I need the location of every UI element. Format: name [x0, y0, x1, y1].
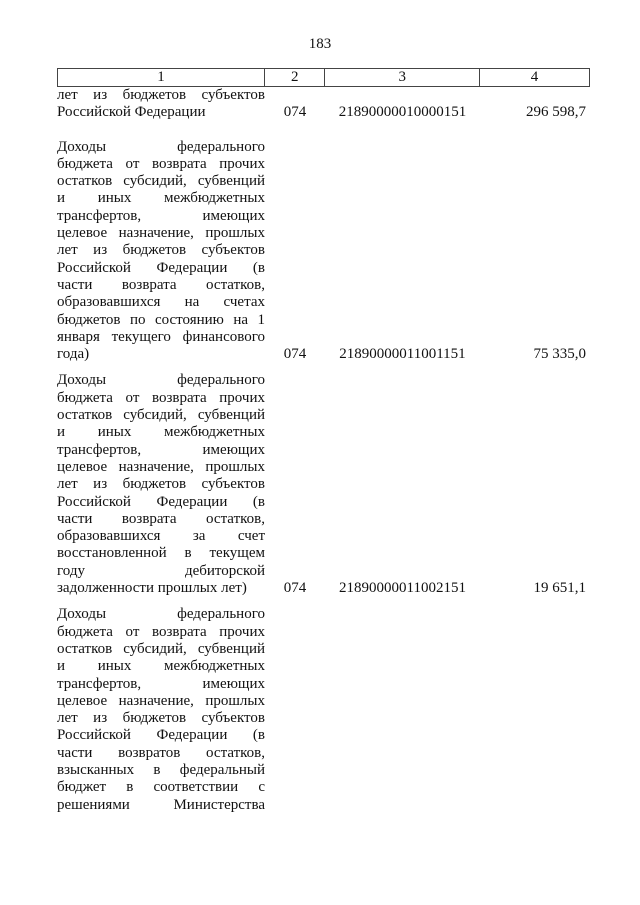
admin-code: 074 — [283, 104, 307, 121]
row-description — [57, 87, 265, 122]
table-row — [57, 606, 590, 822]
description-line: Российской Федерации (в — [57, 493, 265, 510]
row-description — [57, 606, 265, 814]
description-line: Доходы федерального — [57, 138, 265, 155]
description-line: лет из бюджетов субъектов — [57, 242, 265, 259]
table-row — [57, 372, 590, 606]
description-line: Доходы федерального — [57, 606, 265, 623]
header-col-4: 4 — [530, 69, 539, 85]
amount: 19 651,1 — [533, 580, 586, 597]
description-line: лет из бюджетов субъектов — [57, 87, 265, 103]
description-line: и иных межбюджетных — [57, 658, 265, 675]
description-line: лет из бюджетов субъектов — [57, 710, 265, 727]
description-line: трансфертов, имеющих — [57, 441, 265, 458]
description-line: взысканных в федеральный — [57, 761, 265, 778]
row-description — [57, 372, 265, 597]
description-line: бюджет в соответствии с — [57, 779, 265, 796]
description-line: части возврата остатков, — [57, 510, 265, 527]
description-line: году дебиторской — [57, 562, 265, 579]
description-line: целевое назначение, прошлых — [57, 225, 265, 242]
description-line: Доходы федерального — [57, 372, 265, 389]
revenue-code: 21890000010000151 — [338, 104, 467, 121]
description-line: образовавшихся на счетах — [57, 294, 265, 311]
description-line: целевое назначение, прошлых — [57, 692, 265, 709]
header-col-3: 3 — [325, 69, 480, 86]
amount: 75 335,0 — [533, 346, 586, 363]
admin-code: 074 — [283, 346, 307, 363]
description-line: Российской Федерации (в — [57, 727, 265, 744]
description-line: восстановленной в текущем — [57, 545, 265, 562]
description-line: остатков субсидий, субвенций — [57, 640, 265, 657]
description-line: части возвратов остатков, — [57, 744, 265, 761]
table-row — [57, 139, 590, 373]
description-line: задолженности прошлых лет) — [57, 580, 247, 597]
description-line: года) — [57, 346, 90, 363]
description-line: решениями Министерства — [57, 796, 265, 813]
header-col-1: 1 — [58, 69, 265, 86]
table-row — [57, 87, 590, 139]
description-line: Российской Федерации — [57, 104, 206, 121]
page-number: 183 — [308, 36, 332, 52]
description-line: Российской Федерации (в — [57, 259, 265, 276]
description-line: бюджета от возврата прочих — [57, 389, 265, 406]
description-line: бюджетов по состоянию на 1 — [57, 311, 265, 328]
description-line: лет из бюджетов субъектов — [57, 476, 265, 493]
description-line: остатков субсидий, субвенций — [57, 407, 265, 424]
description-line: января текущего финансового — [57, 328, 265, 345]
description-line: и иных межбюджетных — [57, 190, 265, 207]
description-line: и иных межбюджетных — [57, 424, 265, 441]
description-line: остатков субсидий, субвенций — [57, 173, 265, 190]
table-body — [57, 87, 590, 822]
header-col-2: 2 — [265, 69, 325, 86]
description-line: части возврата остатков, — [57, 276, 265, 293]
description-line: образовавшихся за счет — [57, 528, 265, 545]
description-line: бюджета от возврата прочих — [57, 623, 265, 640]
amount: 296 598,7 — [526, 104, 586, 121]
description-line: целевое назначение, прошлых — [57, 458, 265, 475]
table-header — [57, 68, 590, 87]
revenue-code: 21890000011001151 — [339, 346, 466, 363]
description-line: бюджета от возврата прочих — [57, 155, 265, 172]
row-description — [57, 139, 265, 364]
admin-code: 074 — [283, 580, 307, 597]
description-line: трансфертов, имеющих — [57, 675, 265, 692]
description-line: трансфертов, имеющих — [57, 207, 265, 224]
revenue-code: 21890000011002151 — [339, 580, 466, 597]
